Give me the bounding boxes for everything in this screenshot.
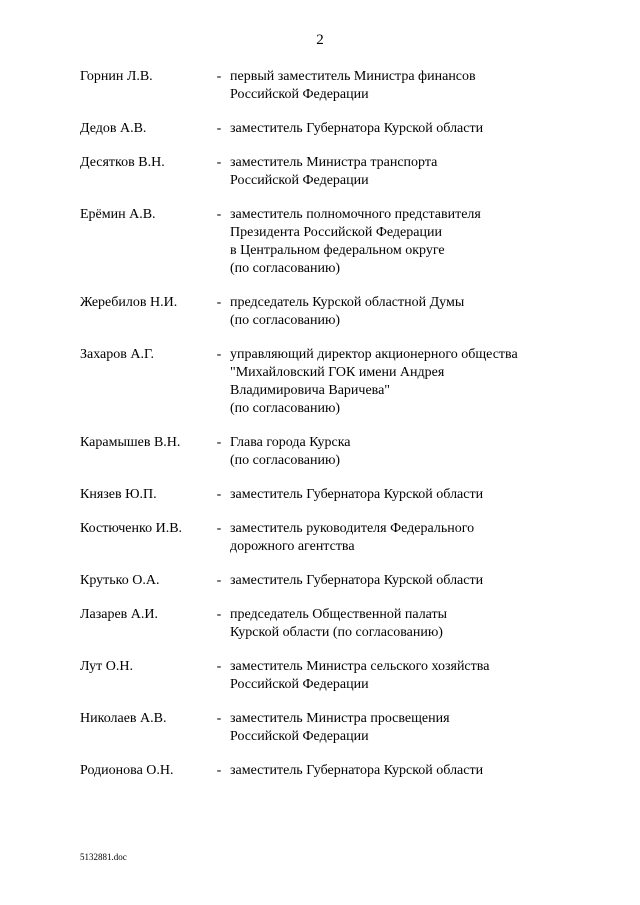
dash-separator: - [216, 763, 222, 778]
member-position [228, 294, 560, 330]
member-position [228, 68, 560, 104]
member-entry [80, 120, 560, 138]
position-line: Владимировича Варичева" [230, 383, 391, 398]
dash-separator: - [216, 69, 222, 84]
member-position [228, 606, 560, 642]
document-code: 5132881.doc [80, 852, 127, 862]
member-name: Десятков В.Н. [80, 155, 165, 170]
member-name: Лут О.Н. [80, 659, 133, 674]
member-list [80, 68, 560, 796]
member-name: Крутько О.А. [80, 573, 160, 588]
position-line: заместитель Губернатора Курской области [230, 121, 484, 136]
position-line: заместитель Министра транспорта [230, 155, 438, 170]
dash-separator: - [216, 207, 222, 222]
dash-separator: - [216, 659, 222, 674]
position-line: заместитель Губернатора Курской области [230, 763, 484, 778]
member-name: Горнин Л.В. [80, 69, 153, 84]
position-line: управляющий директор акционерного общества [230, 347, 518, 362]
position-line: "Михайловский ГОК имени Андрея [230, 365, 445, 380]
member-name: Князев Ю.П. [80, 487, 157, 502]
member-entry [80, 346, 560, 418]
member-position [228, 346, 560, 418]
member-entry [80, 658, 560, 694]
member-position [228, 572, 560, 590]
position-line: заместитель полномочного представителя [230, 207, 481, 222]
dash-separator: - [216, 155, 222, 170]
position-line: в Центральном федеральном округе [230, 243, 445, 258]
position-line: (по согласованию) [230, 313, 341, 328]
member-name: Захаров А.Г. [80, 347, 154, 362]
position-line: Российской Федерации [230, 173, 369, 188]
member-entry [80, 68, 560, 104]
member-entry [80, 206, 560, 278]
member-position [228, 520, 560, 556]
dash-separator: - [216, 573, 222, 588]
position-line: заместитель Министра сельского хозяйства [230, 659, 490, 674]
dash-separator: - [216, 711, 222, 726]
dash-separator: - [216, 487, 222, 502]
member-name: Родионова О.Н. [80, 763, 174, 778]
position-line: дорожного агентства [230, 539, 355, 554]
member-position [228, 658, 560, 694]
member-entry [80, 294, 560, 330]
position-line: председатель Курской областной Думы [230, 295, 465, 310]
member-position [228, 154, 560, 190]
position-line: (по согласованию) [230, 401, 341, 416]
member-position [228, 120, 560, 138]
member-name: Лазарев А.И. [80, 607, 158, 622]
position-line: заместитель руководителя Федерального [230, 521, 475, 536]
position-line: (по согласованию) [230, 261, 341, 276]
member-name: Ерёмин А.В. [80, 207, 156, 222]
position-line: Президента Российской Федерации [230, 225, 442, 240]
dash-separator: - [216, 607, 222, 622]
position-line: (по согласованию) [230, 453, 341, 468]
page-number: 2 [316, 32, 324, 48]
member-position [228, 710, 560, 746]
position-line: первый заместитель Министра финансов [230, 69, 476, 84]
member-entry [80, 762, 560, 780]
position-line: Курской области (по согласованию) [230, 625, 443, 640]
member-entry [80, 572, 560, 590]
dash-separator: - [216, 347, 222, 362]
member-name: Жеребилов Н.И. [80, 295, 178, 310]
member-entry [80, 520, 560, 556]
position-line: Российской Федерации [230, 729, 369, 744]
member-entry [80, 154, 560, 190]
member-position [228, 486, 560, 504]
member-position [228, 206, 560, 278]
member-entry [80, 434, 560, 470]
dash-separator: - [216, 121, 222, 136]
position-line: Российской Федерации [230, 677, 369, 692]
dash-separator: - [216, 295, 222, 310]
member-entry [80, 710, 560, 746]
member-position [228, 434, 560, 470]
position-line: заместитель Губернатора Курской области [230, 487, 484, 502]
member-entry [80, 606, 560, 642]
member-name: Карамышев В.Н. [80, 435, 181, 450]
position-line: заместитель Министра просвещения [230, 711, 450, 726]
member-position [228, 762, 560, 780]
position-line: Глава города Курска [230, 435, 351, 450]
position-line: заместитель Губернатора Курской области [230, 573, 484, 588]
member-entry [80, 486, 560, 504]
member-name: Дедов А.В. [80, 121, 147, 136]
position-line: Российской Федерации [230, 87, 369, 102]
position-line: председатель Общественной палаты [230, 607, 448, 622]
dash-separator: - [216, 521, 222, 536]
member-name: Костюченко И.В. [80, 521, 183, 536]
member-name: Николаев А.В. [80, 711, 167, 726]
dash-separator: - [216, 435, 222, 450]
